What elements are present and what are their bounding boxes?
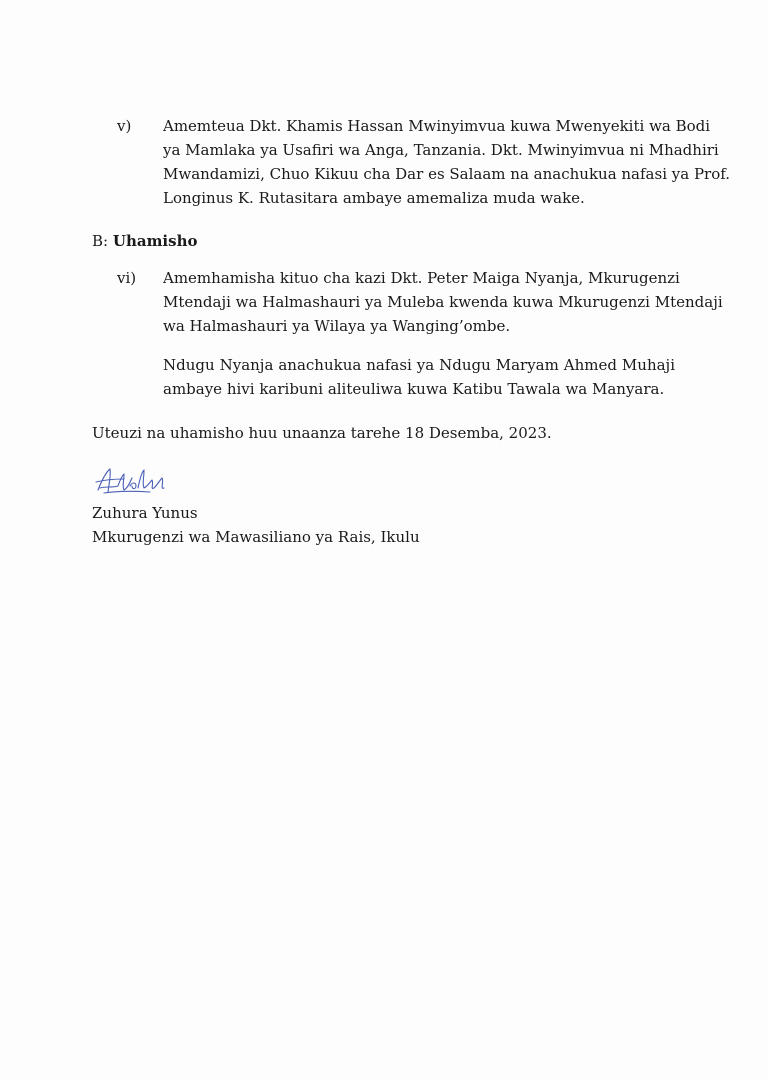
text-line: ambaye hivi karibuni aliteuliwa kuwa Katibu Tawala wa Manyara.: [163, 380, 665, 398]
section-prefix: B:: [92, 232, 113, 250]
section-title: Uhamisho: [112, 232, 198, 250]
text-line: Amemhamisha kituo cha kazi Dkt. Peter Maiga Nyanja, Mkurugenzi: [163, 269, 680, 287]
section-heading: [92, 229, 198, 253]
text-line: Ndugu Nyanja anachukua nafasi ya Ndugu Maryam Ahmed Muhaji: [163, 356, 675, 374]
item-text: [163, 353, 675, 401]
text-line: wa Halmashauri ya Wilaya ya Wanging’ombe.: [163, 317, 511, 335]
text-line: ya Mamlaka ya Usafiri wa Anga, Tanzania. Dkt. Mwinyimvua ni Mhadhiri: [163, 141, 719, 159]
text-line: Longinus K. Rutasitara ambaye amemaliza muda wake.: [163, 189, 585, 207]
item-text: [163, 114, 731, 210]
text-line: Mtendaji wa Halmashauri ya Muleba kwenda kuwa Mkurugenzi Mtendaji: [163, 293, 723, 311]
text-line: Amemteua Dkt. Khamis Hassan Mwinyimvua kuwa Mwenyekiti wa Bodi: [163, 117, 711, 135]
signer-title: Mkurugenzi wa Mawasiliano ya Rais, Ikulu: [92, 528, 420, 546]
signer-name: Zuhura Yunus: [92, 504, 198, 522]
text-line: Mwandamizi, Chuo Kikuu cha Dar es Salaam na anachukua nafasi ya Prof.: [163, 165, 731, 183]
signature-image: [94, 466, 168, 496]
signer-block: [92, 501, 420, 549]
item-number: vi): [117, 269, 137, 287]
item-number: v): [117, 117, 132, 135]
item-text: [163, 266, 723, 338]
closing-statement: Uteuzi na uhamisho huu unaanza tarehe 18 Desemba, 2023.: [92, 424, 552, 442]
